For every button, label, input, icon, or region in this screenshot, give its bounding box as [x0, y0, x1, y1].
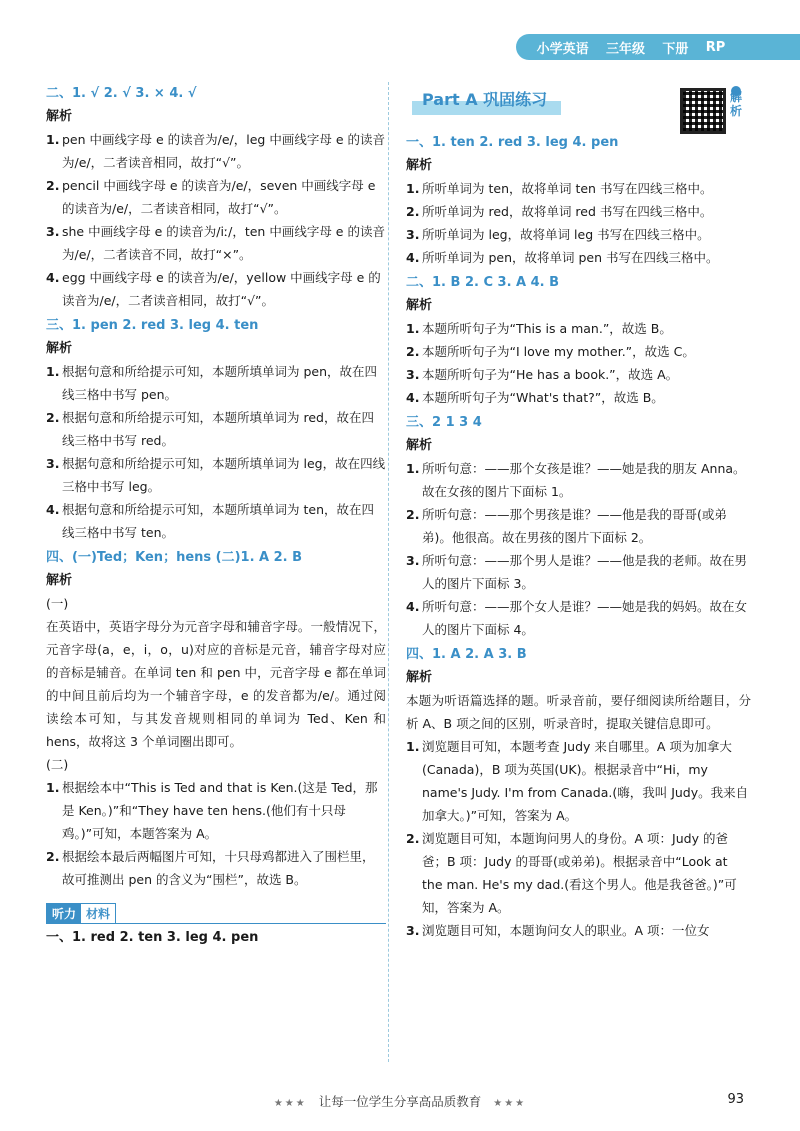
list-item: 1. 浏览题目可知，本题考查 Judy 来自哪里。A 项为加拿大(Canada)，B 项为英国(UK)。根据录音中“Hi，my name's Judy. I'm from Canada.(嗨，我叫 Judy。我来自加拿大。)”可知，答案为 A。 [406, 739, 749, 823]
list-item: 2. 根据句意和所给提示可知，本题所填单词为 red，故在四线三格中书写 red。 [46, 410, 374, 448]
list-item: 1. 所听句意：——那个女孩是谁？——她是我的朋友 Anna。故在女孩的图片下面标 1。 [406, 461, 746, 499]
header-grade: 三年级 [606, 41, 646, 57]
listening-answer-line: 一、1. red 2. ten 3. leg 4. pen [46, 930, 259, 945]
list-item: 4. egg 中画线字母 e 的读音为/e/，yellow 中画线字母 e 的读音为/e/，二者读音相同，故打“√”。 [46, 270, 381, 308]
list-item: 2. 本题所听句子为“I love my mother.”，故选 C。 [406, 344, 695, 359]
header-strip [746, 34, 800, 60]
right-column [406, 80, 751, 942]
jiexi-heading: 解析 [406, 438, 433, 453]
list-item: 1. 本题所听句子为“This is a man.”，故选 B。 [406, 321, 672, 336]
jiexi-heading: 解析 [46, 573, 73, 588]
list-item: 3. 所听单词为 leg，故将单词 leg 书写在四线三格中。 [406, 227, 710, 242]
page-number: 93 [727, 1092, 744, 1107]
list-item: 1. 根据绘本中“This is Ted and that is Ken.(这是 Ted，那是 Ken。)”和“They have ten hens.(他们有十只母鸡。)”可知，本题答案为 A。 [46, 780, 378, 841]
list-item: 3. she 中画线字母 e 的读音为/iː/，ten 中画线字母 e 的读音为/e/，二者读音不同，故打“×”。 [46, 224, 385, 262]
list-item: 2. 所听句意：——那个男孩是谁？——他是我的哥哥(或弟弟)。他很高。故在男孩的图片下面标 2。 [406, 507, 727, 545]
jiexi-heading: 解析 [46, 109, 73, 124]
list-item: 3. 根据句意和所给提示可知，本题所填单词为 leg，故在四线三格中书写 leg。 [46, 456, 386, 494]
jiexi-heading: 解析 [46, 341, 73, 356]
footer-dots: ★★★ [273, 1098, 307, 1109]
explanation-paragraph: 本题为听语篇选择的题。听录音前，要仔细阅读所给题目，分析 A、B 项之间的区别，听录音时，提取关键信息即可。 [406, 693, 751, 731]
jiexi-heading: 解析 [406, 158, 433, 173]
list-item: 2. 浏览题目可知，本题询问男人的身份。A 项：Judy 的爸爸；B 项：Judy 的哥哥(或弟弟)。根据录音中“Look at the man. He's my dad.(看这个男人。他是我爸爸。)”可知，答案为 A。 [406, 831, 737, 915]
header-badge [516, 34, 746, 60]
list-item: 2. pencil 中画线字母 e 的读音为/e/，seven 中画线字母 e 的读音为/e/，二者读音相同，故打“√”。 [46, 178, 376, 216]
subsection-label: (二) [46, 757, 69, 772]
list-item: 4. 所听句意：——那个女人是谁？——她是我的妈妈。故在女人的图片下面标 4。 [406, 599, 748, 637]
section-title: Part A 巩固练习 [412, 84, 561, 115]
list-item: 1. 所听单词为 ten，故将单词 ten 书写在四线三格中。 [406, 181, 713, 196]
answer-line-1: 一、1. ten 2. red 3. leg 4. pen [406, 135, 619, 150]
list-item: 3. 浏览题目可知，本题询问女人的职业。A 项：一位女 [406, 923, 710, 938]
list-item: 3. 所听句意：——那个男人是谁？——他是我的老师。故在男人的图片下面标 3。 [406, 553, 748, 591]
jiexi-heading: 解析 [406, 298, 433, 313]
answer-line-4: 四、1. A 2. A 3. B [406, 647, 527, 662]
listening-material-tag: 听力 材料 [46, 903, 116, 924]
list-item: 4. 所听单词为 pen，故将单词 pen 书写在四线三格中。 [406, 250, 719, 265]
column-divider [388, 82, 389, 1062]
explanation-paragraph: 在英语中，英语字母分为元音字母和辅音字母。一般情况下，元音字母(a，e，i，o，u)对应的音标是元音，辅音字母对应的音标是辅音。在单词 ten 和 pen 中，元音字母 e 都在单词的中间且前后均为一个辅音字母，e 的发音都为/e/。通过阅读绘本可知，与其发音规则相同的单词为 Ted、Ken 和 hens，故将这 3 个单词圈出即可。 [46, 619, 386, 749]
subsection-label: (一) [46, 596, 69, 611]
header-edition: RP [705, 39, 726, 55]
answer-line-2: 二、1. √ 2. √ 3. × 4. √ [46, 86, 197, 101]
left-column [46, 80, 386, 950]
answer-line-2: 二、1. B 2. C 3. A 4. B [406, 275, 560, 290]
list-item: 1. pen 中画线字母 e 的读音为/e/，leg 中画线字母 e 的读音为/e/，二者读音相同，故打“√”。 [46, 132, 385, 170]
answer-line-3: 三、2 1 3 4 [406, 415, 482, 430]
footer [0, 1092, 800, 1110]
header-subject: 小学英语 [536, 41, 589, 57]
answer-line-4: 四、(一)Ted；Ken；hens (二)1. A 2. B [46, 550, 303, 565]
list-item: 4. 根据句意和所给提示可知，本题所填单词为 ten，故在四线三格中书写 ten。 [46, 502, 374, 540]
list-item: 1. 根据句意和所给提示可知，本题所填单词为 pen，故在四线三格中书写 pen。 [46, 364, 378, 402]
footer-dots: ★★★ [493, 1098, 527, 1109]
list-item: 3. 本题所听句子为“He has a book.”，故选 A。 [406, 367, 679, 382]
qr-code[interactable] [680, 88, 726, 134]
jiexi-heading: 解析 [406, 670, 433, 685]
header-term: 下册 [662, 41, 689, 57]
list-item: 2. 所听单词为 red，故将单词 red 书写在四线三格中。 [406, 204, 713, 219]
footer-slogan: 让每一位学生分享高品质教育 [318, 1094, 482, 1109]
list-item: 2. 根据绘本最后两幅图片可知，十只母鸡都进入了围栏里，故可推测出 pen 的含义为“围栏”，故选 B。 [46, 849, 375, 887]
list-item: 4. 本题所听句子为“What's that?”，故选 B。 [406, 390, 664, 405]
answer-line-3: 三、1. pen 2. red 3. leg 4. ten [46, 318, 259, 333]
qr-label: 解析 [730, 90, 743, 118]
